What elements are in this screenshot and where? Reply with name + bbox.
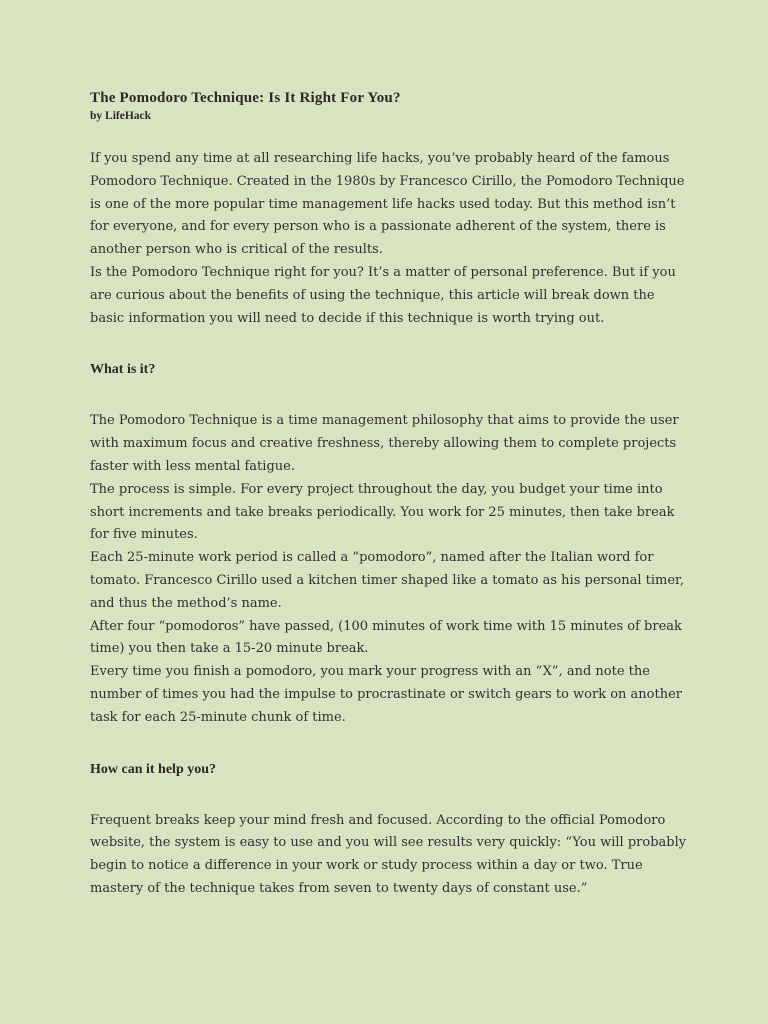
section-paragraph: Every time you finish a pomodoro, you mark your progress with an “X”, and note the number of times you had the impulse to procrastinate or switch gears to work on another task for each 25-minute chunk of time.: [90, 664, 683, 725]
section-paragraph: The Pomodoro Technique is a time management philosophy that aims to provide the user with maximum focus and creative freshness, thereby allowing them to complete projects faster with less mental fatigue.: [90, 413, 679, 474]
intro-section: [90, 148, 690, 330]
section-paragraph: The process is simple. For every project throughout the day, you budget your time into short increments and take breaks periodically. You work for 25 minutes, then take break for five minutes.: [90, 481, 675, 543]
article-byline: by LifeHack: [90, 110, 152, 122]
section-paragraph: After four “pomodoros” have passed, (100 minutes of work time with 15 minutes of break time) you then take a 15-20 minute break.: [90, 618, 682, 657]
section-what-is-it: [90, 360, 690, 729]
section-heading: What is it?: [90, 362, 156, 378]
section-paragraph: Each 25-minute work period is called a “pomodoro”, named after the Italian word for tomato. Francesco Cirillo used a kitchen timer shaped like a tomato as his personal timer, and thus the method’s name.: [90, 550, 684, 611]
document-page: [90, 88, 690, 901]
article-title: The Pomodoro Technique: Is It Right For You?: [90, 90, 401, 106]
section-how-can-it-help: [90, 760, 690, 901]
intro-paragraph: Is the Pomodoro Technique right for you? It’s a matter of personal preference. But if you are curious about the benefits of using the technique, this article will break down the basic information you will need to decide if this technique is worth trying out.: [90, 264, 676, 326]
section-paragraph: Frequent breaks keep your mind fresh and focused. According to the official Pomodoro website, the system is easy to use and you will see results very quickly: “You will probably begin to notice a difference in your work or study process within a day or two. True mastery of the technique takes from seven to twenty days of constant use.”: [90, 812, 687, 896]
section-heading: How can it help you?: [90, 761, 217, 777]
intro-paragraph: If you spend any time at all researching life hacks, you’ve probably heard of the famous Pomodoro Technique. Created in the 1980s by Francesco Cirillo, the Pomodoro Technique is one of the more popular time management life hacks used today. But this method isn’t for everyone, and for every person who is a passionate adherent of the system, there is another person who is critical of the results.: [90, 151, 685, 258]
